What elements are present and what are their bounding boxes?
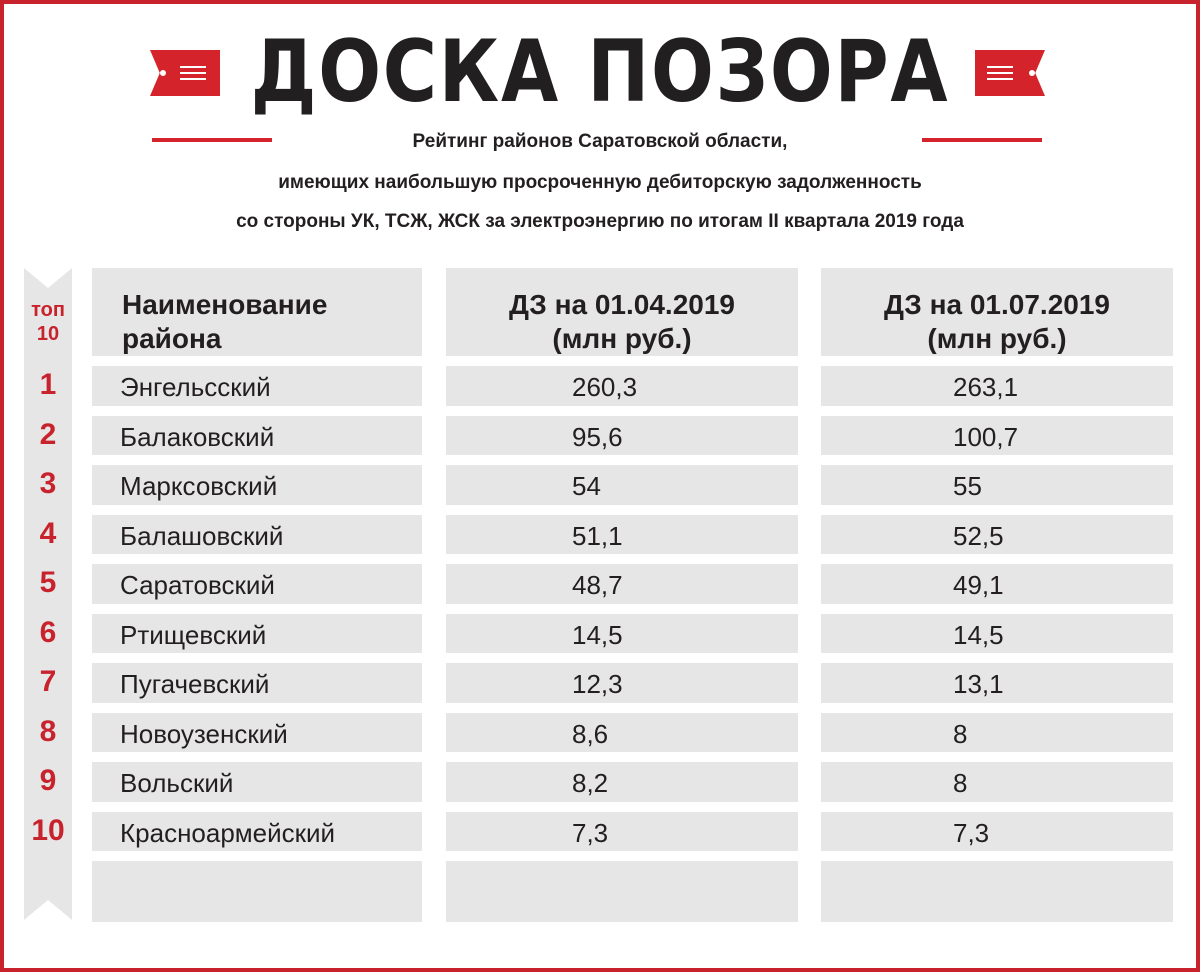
- row-separator: [446, 653, 798, 663]
- row-separator: [92, 406, 422, 416]
- district-name-cell: Саратовский: [120, 570, 275, 600]
- row-separator: [92, 356, 422, 366]
- rank-number: 6: [39, 615, 57, 649]
- dz-july-cell: 263,1: [953, 372, 1019, 402]
- row-separator: [821, 703, 1173, 713]
- row-separator: [446, 406, 798, 416]
- dz-april-cell: 12,3: [572, 669, 623, 699]
- row-separator: [92, 604, 422, 614]
- dz-april-cell: 54: [572, 471, 601, 501]
- rank-number: 7: [39, 665, 57, 698]
- row-separator: [446, 455, 798, 465]
- dz-april-cell: 7,3: [572, 817, 609, 848]
- row-separator: [92, 851, 422, 861]
- dz-july-cell: 100,7: [953, 421, 1019, 452]
- row-separator: [821, 554, 1173, 564]
- row-separator: [446, 703, 798, 713]
- row-separator: [92, 505, 422, 515]
- district-name-cell: Балашовский: [120, 520, 284, 551]
- row-separator: [446, 752, 798, 762]
- dz-july-cell: 14,5: [953, 619, 1004, 650]
- dz2-column-header: ДЗ на 01.07.2019 (млн руб.): [883, 289, 1110, 354]
- dz1-column-header: ДЗ на 01.04.2019 (млн руб.): [508, 289, 735, 354]
- row-separator: [821, 851, 1173, 861]
- dz-july-cell: 49,1: [953, 570, 1004, 600]
- district-name-cell: Новоузенский: [120, 718, 288, 749]
- dz-july-cell: 8: [953, 718, 968, 749]
- row-separator: [821, 653, 1173, 663]
- dz-april-cell: 95,6: [572, 421, 623, 452]
- dz-april-cell: 51,1: [572, 520, 623, 551]
- row-separator: [92, 703, 422, 713]
- row-separator: [92, 653, 422, 663]
- row-separator: [446, 554, 798, 564]
- dz-april-cell: 14,5: [572, 619, 623, 650]
- subtitle-line-2: имеющих наибольшую просроченную дебиторскую задолженность: [278, 172, 922, 193]
- district-name-cell: Марксовский: [120, 471, 278, 501]
- district-name-cell: Вольский: [120, 768, 234, 798]
- subtitle-line-3: со стороны УК, ТСЖ, ЖСК за электроэнергию по итогам II квартала 2019 года: [236, 211, 964, 232]
- dz-april-cell: 48,7: [572, 570, 623, 600]
- row-separator: [92, 802, 422, 812]
- district-name-cell: Энгельсский: [120, 372, 271, 402]
- dz-april-cell: 8,2: [572, 768, 609, 798]
- rank-number: 9: [39, 764, 57, 797]
- dz-july-cell: 7,3: [953, 817, 990, 848]
- row-separator: [446, 356, 798, 366]
- rank-number: 2: [39, 417, 57, 451]
- rank-number: 4: [39, 516, 57, 550]
- name-column-header: Наименование района: [122, 289, 328, 354]
- row-separator: [821, 752, 1173, 762]
- rank-number: 1: [39, 368, 57, 401]
- dz-july-cell: 55: [953, 471, 982, 501]
- district-name-cell: Пугачевский: [120, 669, 270, 699]
- rank-number: 8: [39, 714, 57, 748]
- top-10-label: топ 10: [31, 299, 65, 345]
- row-separator: [821, 455, 1173, 465]
- row-separator: [821, 406, 1173, 416]
- row-separator: [446, 802, 798, 812]
- row-separator: [821, 505, 1173, 515]
- row-separator: [446, 851, 798, 861]
- row-separator: [821, 604, 1173, 614]
- dz-july-cell: 52,5: [953, 520, 1004, 551]
- row-separator: [92, 455, 422, 465]
- page-title: ДОСКА ПОЗОРА: [250, 22, 950, 122]
- rank-number: 5: [39, 566, 57, 599]
- row-separator: [446, 604, 798, 614]
- row-separator: [821, 802, 1173, 812]
- rank-number: 10: [31, 813, 65, 847]
- row-separator: [92, 752, 422, 762]
- district-name-cell: Красноармейский: [120, 817, 336, 848]
- subtitle-line-1: Рейтинг районов Саратовской области,: [412, 131, 788, 152]
- dz-april-cell: 260,3: [572, 372, 638, 402]
- row-separator: [446, 505, 798, 515]
- dz-april-cell: 8,6: [572, 718, 609, 749]
- rank-number: 3: [39, 467, 57, 500]
- dz-july-cell: 8: [953, 768, 968, 798]
- row-separator: [821, 356, 1173, 366]
- row-separator: [92, 554, 422, 564]
- district-name-cell: Ртищевский: [120, 619, 267, 650]
- dz-july-cell: 13,1: [953, 669, 1004, 699]
- district-name-cell: Балаковский: [120, 421, 275, 452]
